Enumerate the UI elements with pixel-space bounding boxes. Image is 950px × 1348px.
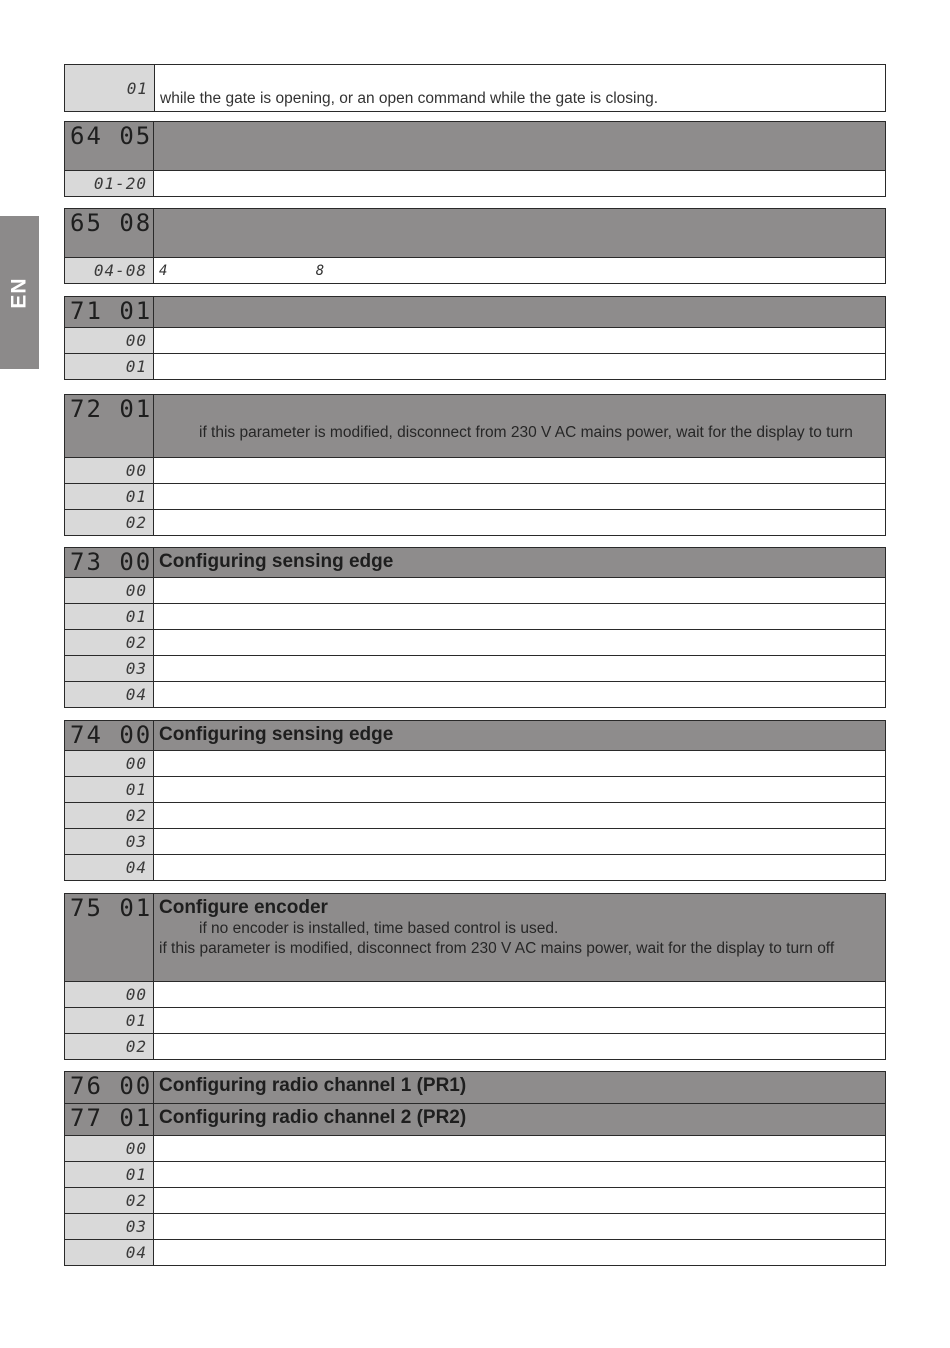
param-value-description [154, 604, 886, 630]
param-value-code: 00 [65, 982, 154, 1008]
param-value-code: 02 [65, 803, 154, 829]
param-value-code: 01 [65, 1008, 154, 1034]
segment-value-min: 4 [159, 262, 168, 279]
param-value-code: 03 [65, 829, 154, 855]
param-value-description [154, 1188, 886, 1214]
param-value-description [154, 171, 886, 197]
param-value-code: 02 [65, 630, 154, 656]
param-value-code: 04-08 [65, 258, 154, 284]
param-header-row [65, 395, 886, 458]
param-value-description [154, 1162, 886, 1188]
segment-value-max: 8 [315, 262, 325, 279]
table-row [65, 604, 886, 630]
param-value-description [154, 656, 886, 682]
param-code: 76 00 [65, 1072, 154, 1104]
param-code: 72 01 [65, 395, 154, 458]
param-value-code: 00 [65, 1136, 154, 1162]
param-value-description [154, 578, 886, 604]
param-value-code: 02 [65, 1034, 154, 1060]
table-row [65, 777, 886, 803]
table-row [65, 578, 886, 604]
param-description [154, 894, 886, 982]
param-value-description [154, 855, 886, 881]
param-header-row [65, 1104, 886, 1136]
param-value-code: 00 [65, 578, 154, 604]
param-code: 65 08 [65, 209, 154, 258]
param-title: Configuring radio channel 2 (PR2) [154, 1104, 886, 1136]
table-row [65, 803, 886, 829]
table-row [65, 1034, 886, 1060]
table-row [65, 751, 886, 777]
param-code: 73 00 [65, 548, 154, 578]
table-row [65, 458, 886, 484]
param-title [154, 297, 886, 328]
table-row [65, 982, 886, 1008]
table-row [65, 1240, 886, 1266]
param-value-code: 04 [65, 682, 154, 708]
param-value-code: 01 [65, 604, 154, 630]
param-title [154, 122, 886, 171]
param-value-description [154, 1214, 886, 1240]
param-value-description: while the gate is opening, or an open command while the gate is closing. [155, 65, 886, 112]
param-code: 71 01 [65, 297, 154, 328]
table-row [65, 65, 886, 112]
param-code: 75 01 [65, 894, 154, 982]
table-row [65, 656, 886, 682]
param-table-64 [64, 121, 886, 197]
param-value-description [154, 682, 886, 708]
param-value-code: 02 [65, 510, 154, 536]
param-value-description [154, 1008, 886, 1034]
param-code: 74 00 [65, 721, 154, 751]
table-row [65, 510, 886, 536]
param-value-code: 01 [65, 1162, 154, 1188]
param-value-description [154, 1240, 886, 1266]
param-table-73 [64, 547, 886, 708]
table-row [65, 630, 886, 656]
param-value-description [154, 458, 886, 484]
param-note: if this parameter is modified, disconnect from 230 V AC mains power, wait for the display to turn [199, 424, 853, 441]
param-value-description [154, 630, 886, 656]
param-value-code: 00 [65, 751, 154, 777]
param-value-description [154, 1136, 886, 1162]
param-value-code: 04 [65, 855, 154, 881]
param-value-description [154, 829, 886, 855]
param-value-code: 01-20 [65, 171, 154, 197]
param-value-code: 01 [65, 484, 154, 510]
table-row [65, 1136, 886, 1162]
param-value-code: 00 [65, 458, 154, 484]
param-title: Configuring sensing edge [154, 548, 886, 578]
param-value-code: 02 [65, 1188, 154, 1214]
table-row [65, 1008, 886, 1034]
param-value-code: 04 [65, 1240, 154, 1266]
param-value-code: 01 [65, 777, 154, 803]
param-value-description [154, 777, 886, 803]
param-title: Configuring sensing edge [154, 721, 886, 751]
param-title [154, 209, 886, 258]
param-title: Configure encoder [159, 897, 328, 918]
param-value-code: 01 [65, 65, 155, 112]
param-table-71 [64, 296, 886, 380]
param-value-description [154, 803, 886, 829]
table-row [65, 855, 886, 881]
param-note: if this parameter is modified, disconnect from 230 V AC mains power, wait for the display to turn off [159, 940, 835, 957]
table-row [65, 258, 886, 284]
param-header-row [65, 297, 886, 328]
param-table-74 [64, 720, 886, 881]
param-header-row [65, 122, 886, 171]
param-value-description [154, 484, 886, 510]
table-row [65, 829, 886, 855]
param-header-row [65, 1072, 886, 1104]
param-value-code: 03 [65, 656, 154, 682]
param-value-description [154, 751, 886, 777]
param-table-75 [64, 893, 886, 1060]
param-table-65 [64, 208, 886, 284]
param-header-row [65, 721, 886, 751]
param-code: 64 05 [65, 122, 154, 171]
param-code: 77 01 [65, 1104, 154, 1136]
table-row [65, 328, 886, 354]
param-value-description [154, 510, 886, 536]
param-value-code: 01 [65, 354, 154, 380]
table-row [65, 484, 886, 510]
language-tab[interactable] [0, 216, 39, 369]
param-table-72 [64, 394, 886, 536]
param-value-description [154, 328, 886, 354]
param-title: Configuring radio channel 1 (PR1) [154, 1072, 886, 1104]
table-row [65, 354, 886, 380]
param-header-row [65, 209, 886, 258]
table-row [65, 1188, 886, 1214]
param-value-description [154, 354, 886, 380]
param-value-code: 00 [65, 328, 154, 354]
param-description [154, 395, 886, 458]
table-row [65, 1162, 886, 1188]
param-header-row [65, 894, 886, 982]
param-value-description [154, 1034, 886, 1060]
param-note: if no encoder is installed, time based control is used. [199, 920, 559, 937]
table-row [65, 682, 886, 708]
param-header-row [65, 548, 886, 578]
param-value-code: 03 [65, 1214, 154, 1240]
table-row [65, 171, 886, 197]
param-table-continued [64, 64, 886, 112]
param-value-description [154, 982, 886, 1008]
language-tab-label: EN [7, 276, 31, 309]
table-row [65, 1214, 886, 1240]
param-value-description [154, 258, 886, 284]
param-table-76-77 [64, 1071, 886, 1266]
